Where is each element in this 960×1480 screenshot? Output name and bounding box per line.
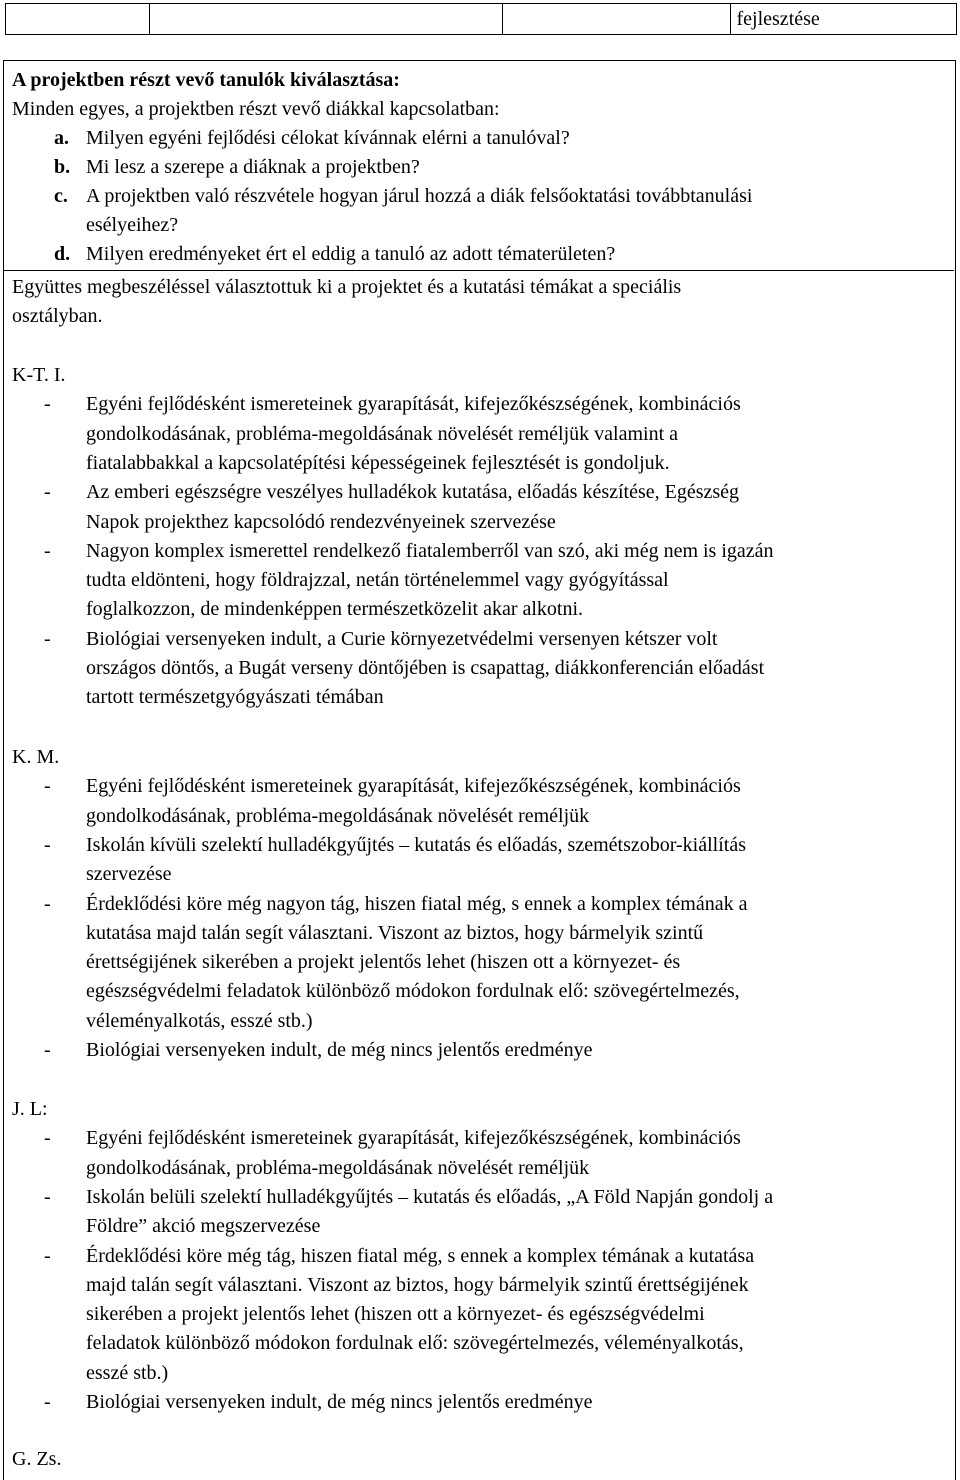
bullet-dash: - [44,1244,51,1267]
bullet-line: Egyéni fejlődésként ismereteinek gyarapítását, kifejezőkészségének, kombinációs [86,775,741,798]
bullet-line: Biológiai versenyeken indult, a Curie környezetvédelmi versenyen kétszer volt [86,627,718,650]
bullet-line: Érdeklődési köre még tág, hiszen fiatal még, s ennek a komplex témának a kutatása [86,1244,755,1267]
bullet-dash: - [44,481,51,504]
bullet-dash: - [44,627,51,650]
header-cell-3 [503,4,730,35]
bullet-line: Földre” akció megszervezése [86,1215,321,1238]
bullet-dash: - [44,775,51,798]
student-name: K-T. I. [12,364,66,386]
bullet-line: esszé stb.) [86,1361,169,1384]
student-name: G. Zs. [12,1448,62,1470]
bullet-line: gondolkodásának, probléma-megoldásának növelését reméljük [86,804,590,827]
content-frame [3,60,956,1480]
bullet-line: Egyéni fejlődésként ismereteinek gyarapítását, kifejezőkészségének, kombinációs [86,393,741,416]
header-table [5,3,957,35]
bullet-line: Egyéni fejlődésként ismereteinek gyarapítását, kifejezőkészségének, kombinációs [86,1127,741,1150]
bullet-line: tudta eldönteni, hogy földrajzzal, netán történelemmel vagy gyógyítással [86,569,669,592]
bullet-line: Biológiai versenyeken indult, de még nincs jelentős eredménye [86,1039,593,1061]
bullet-line: Iskolán belüli szelektí hulladékgyűjtés – kutatás és előadás, „A Föld Napján gondolj a [86,1185,774,1208]
question-c-label: c. [54,185,68,207]
question-c-cont: esélyeihez? [86,214,179,236]
bullet-line: gondolkodásának, probléma-megoldásának növelését reméljük [86,1156,590,1179]
question-d-label: d. [54,243,71,265]
bullet-line: majd talán segít választani. Viszont az biztos, hogy bármelyik szintű érettségijének [86,1273,749,1296]
selection-block [4,61,954,271]
bullet-line: sikerében a projekt jelentős lehet (hiszen ott a környezet- és egészségvédelmi [86,1303,705,1326]
bullet-line: kutatása majd talán segít választani. Viszont az biztos, hogy bármelyik szintű [86,921,704,944]
selection-intro: Minden egyes, a projektben részt vevő diákkal kapcsolatban: [12,98,500,120]
header-cell-4: fejlesztése [730,4,957,35]
bullet-dash: - [44,1127,51,1150]
question-b-text: Mi lesz a szerepe a diáknak a projektben? [86,156,420,178]
question-c-text: A projektben való részvétele hogyan járul hozzá a diák felsőoktatási továbbtanulási [86,185,753,207]
bullet-line: Iskolán kívüli szelektí hulladékgyűjtés – kutatás és előadás, szemétszobor-kiállítás [86,833,746,856]
bullet-line: tartott természetgyógyászati témában [86,686,384,709]
bullet-line: egészségvédelmi feladatok különböző módokon fordulnak elő: szövegértelmezés, [86,980,740,1003]
bullet-line: gondolkodásának, probléma-megoldásának növelését reméljük valamint a [86,422,679,445]
header-cell-2 [150,4,503,35]
bullet-line: fiatalabbakkal a kapcsolatépítési képességeinek fejlesztését is gondoljuk. [86,451,670,474]
header-cell-1 [6,4,150,35]
bullet-dash: - [44,1039,51,1061]
bullet-line: Az emberi egészségre veszélyes hulladékok kutatása, előadás készítése, Egészség [86,481,740,504]
bullet-line: foglalkozzon, de mindenképpen természetközelit akar alkotni. [86,598,584,621]
bullet-dash: - [44,1391,51,1413]
bullet-line: országos döntős, a Bugát verseny döntőjében is csapattag, diákkonferencián előadást [86,657,765,679]
bullet-line: véleményalkotás, esszé stb.) [86,1009,313,1032]
student-name: K. M. [12,746,60,768]
question-a-text: Milyen egyéni fejlődési célokat kívánnak elérni a tanulóval? [86,127,570,149]
question-d-text: Milyen eredményeket ért el eddig a tanuló az adott tématerületen? [86,243,616,265]
bullet-dash: - [44,892,51,915]
bullet-line: szervezése [86,863,172,886]
bullet-line: Érdeklődési köre még nagyon tág, hiszen fiatal még, s ennek a komplex témának a [86,892,748,915]
bullet-dash: - [44,833,51,856]
bullet-line: Napok projekthez kapcsolódó rendezvényeinek szervezése [86,510,556,533]
bullet-line: érettségijének sikerében a projekt jelentős lehet (hiszen ott a környezet- és [86,951,681,974]
bullet-line: Nagyon komplex ismerettel rendelkező fiatalemberről van szó, aki még nem is igazán [86,539,774,562]
bullet-dash: - [44,393,51,416]
bullet-dash: - [44,539,51,562]
selection-title: A projektben részt vevő tanulók kiválasztása: [12,69,400,91]
question-a-label: a. [54,127,69,149]
bullet-dash: - [44,1185,51,1208]
bullet-line: Biológiai versenyeken indult, de még nincs jelentős eredménye [86,1391,593,1413]
question-b-label: b. [54,156,71,178]
answer-line-1: Együttes megbeszéléssel választottuk ki a projektet és a kutatási témákat a speciális [12,276,682,298]
student-name: J. L: [12,1098,48,1120]
answer-line-2: osztályban. [12,305,103,327]
bullet-line: feladatok különböző módokon fordulnak elő: szövegértelmezés, véleményalkotás, [86,1332,744,1355]
